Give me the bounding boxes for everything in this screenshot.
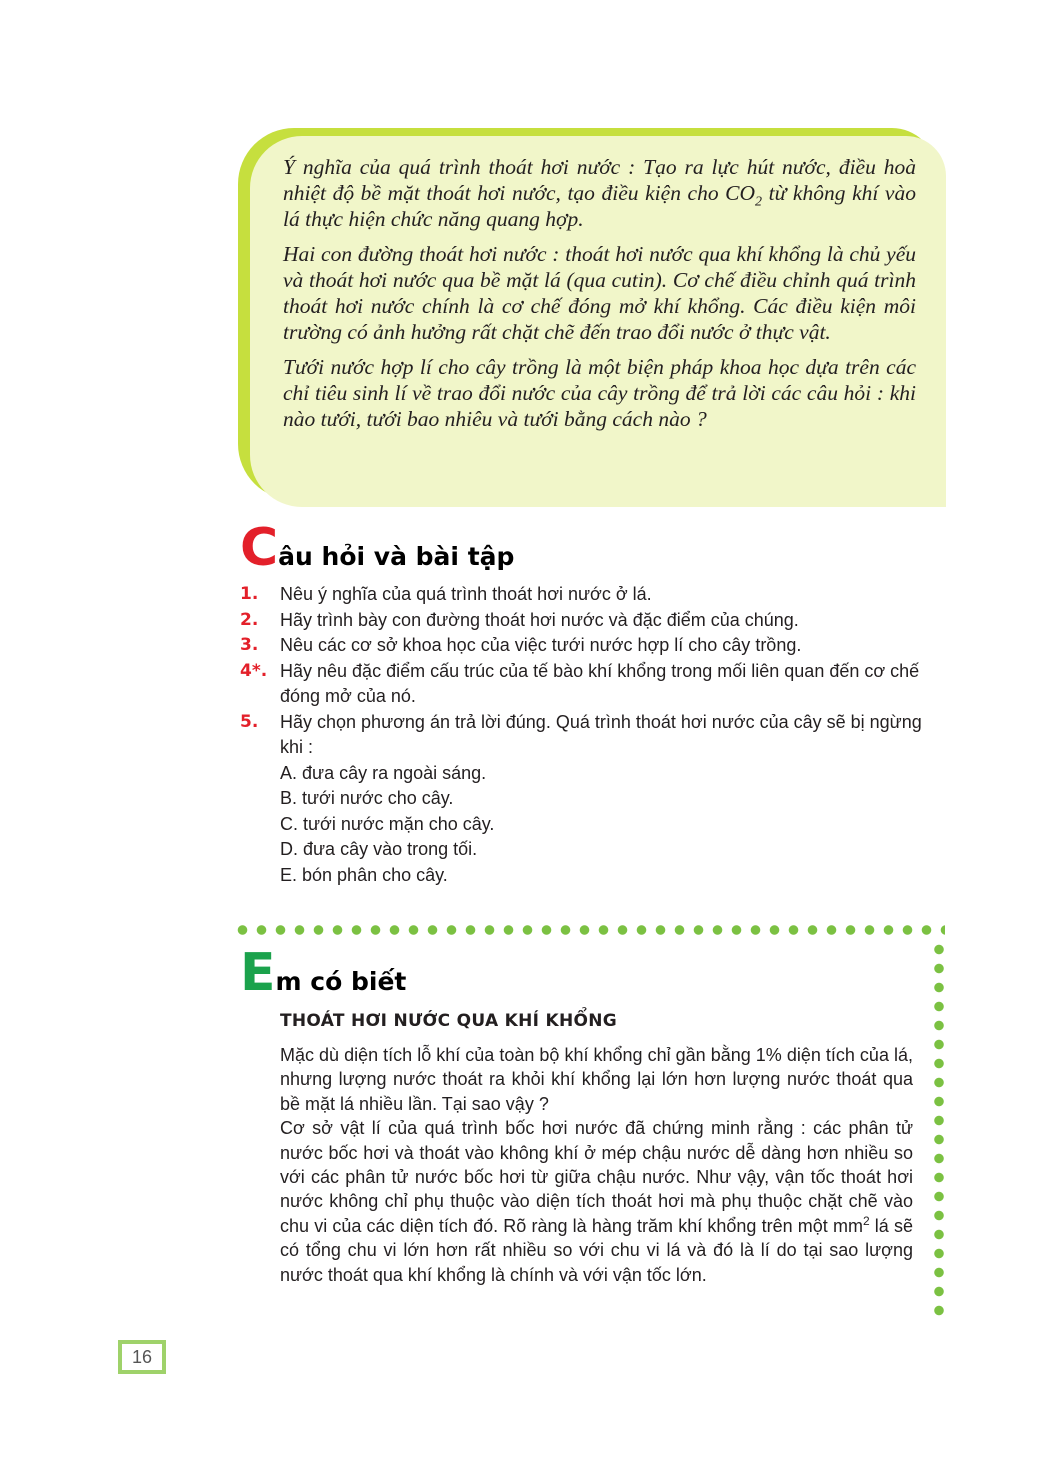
did-you-know-p2-tail: lá sẽ có tổng chu vi lớn hơn rất nhiều so với chu vi lá và đó là lí do tại sao lượng nước thoát qua khí khổng là chính và với vận tốc lớn.: [280, 1215, 913, 1285]
question-text: Nêu ý nghĩa của quá trình thoát hơi nước ở lá.: [280, 584, 652, 604]
question-item: [240, 582, 945, 608]
questions-heading: [240, 518, 515, 578]
summary-p1-tail: từ không khí vào lá thực hiện chức năng quang hợp.: [283, 181, 916, 231]
answer-option: D. đưa cây vào trong tối.: [280, 839, 478, 859]
summary-p1-text: Ý nghĩa của quá trình thoát hơi nước : Tạo ra lực hút nước, điều hoà nhiệt độ bề mặt thoát hơi nước, tạo điều kiện cho CO: [283, 155, 916, 205]
question-text: Hãy nêu đặc điểm cấu trúc của tế bào khí khổng trong mối liên quan đến cơ chế đóng mở của nó.: [280, 660, 920, 706]
questions-heading-initial: C: [240, 518, 279, 578]
questions-heading-rest: âu hỏi và bài tập: [278, 542, 515, 571]
question-item: [240, 633, 945, 659]
answer-option: B. tưới nước cho cây.: [280, 788, 454, 808]
question-text: Nêu các cơ sở khoa học của việc tưới nước hợp lí cho cây trồng.: [280, 635, 802, 655]
question-number: 2.: [240, 609, 259, 630]
summary-paragraph-3: Tưới nước hợp lí cho cây trồng là một biện pháp khoa học dựa trên các chỉ tiêu sinh lí về trao đổi nước của cây trồng để trả lời các câu hỏi : khi nào tưới, tưới bao nhiêu và tưới bằng cách nào ?: [283, 355, 916, 431]
mm2-superscript: 2: [862, 1213, 870, 1228]
answer-option: C. tưới nước mặn cho cây.: [280, 813, 495, 834]
question-item: [240, 659, 945, 710]
questions-list: [240, 582, 945, 888]
answer-option: A. đưa cây ra ngoài sáng.: [280, 762, 487, 783]
question-number: 4*.: [240, 660, 268, 681]
did-you-know-paragraph-2: [280, 1116, 913, 1287]
co2-subscript: 2: [755, 194, 763, 210]
dotted-border-top: [233, 922, 945, 938]
page-number: 16: [118, 1340, 166, 1374]
dotted-border-right: [931, 940, 947, 1316]
question-text: Hãy chọn phương án trả lời đúng. Quá trình thoát hơi nước của cây sẽ bị ngừng khi :: [280, 711, 922, 757]
summary-box: [250, 136, 946, 507]
did-you-know-title: THOÁT HƠI NƯỚC QUA KHÍ KHỔNG: [280, 1011, 618, 1031]
question-text: Hãy trình bày con đường thoát hơi nước và đặc điểm của chúng.: [280, 609, 799, 630]
question-item: [240, 710, 945, 761]
did-you-know-heading-rest: m có biết: [275, 967, 407, 996]
question-number: 3.: [240, 635, 259, 655]
did-you-know-heading-initial: E: [240, 943, 276, 1003]
answer-options: [240, 761, 945, 889]
did-you-know-heading: [240, 943, 407, 1003]
summary-paragraph-1: [283, 154, 916, 232]
question-number: 5.: [240, 711, 259, 732]
summary-paragraph-2: Hai con đường thoát hơi nước : thoát hơi nước qua khí khổng là chủ yếu và thoát hơi nước qua bề mặt lá (qua cutin). Cơ chế điều chỉnh quá trình thoát hơi nước chính là cơ chế đóng mở khí khổng. Các điều kiện môi trường có ảnh hưởng rất chặt chẽ đến trao đổi nước ở thực vật.: [283, 242, 916, 344]
question-number: 1.: [240, 584, 259, 604]
did-you-know-paragraph-1: Mặc dù diện tích lỗ khí của toàn bộ khí khổng chỉ gần bằng 1% diện tích của lá, nhưng lượng nước thoát ra khỏi khí khổng lại lớn hơn lượng nước thoát qua bề mặt lá nhiều lần. Tại sao vậy ?: [280, 1045, 913, 1114]
did-you-know-body: [280, 1043, 913, 1287]
question-item: [240, 608, 945, 634]
answer-option: E. bón phân cho cây.: [280, 864, 448, 885]
did-you-know-p2-text: Cơ sở vật lí của quá trình bốc hơi nước đã chứng minh rằng : các phân tử nước bốc hơi và thoát vào không khí ở mép chậu nước dễ dàng hơn nhiều so với các phân tử nước bốc hơi từ giữa chậu nước. Như vậy, vận tốc thoát hơi nước không chỉ phụ thuộc vào diện tích thoát hơi mà phụ thuộc chặt chẽ vào chu vi của các diện tích đó. Rõ ràng là hàng trăm khí khổng trên một mm: [280, 1118, 913, 1236]
